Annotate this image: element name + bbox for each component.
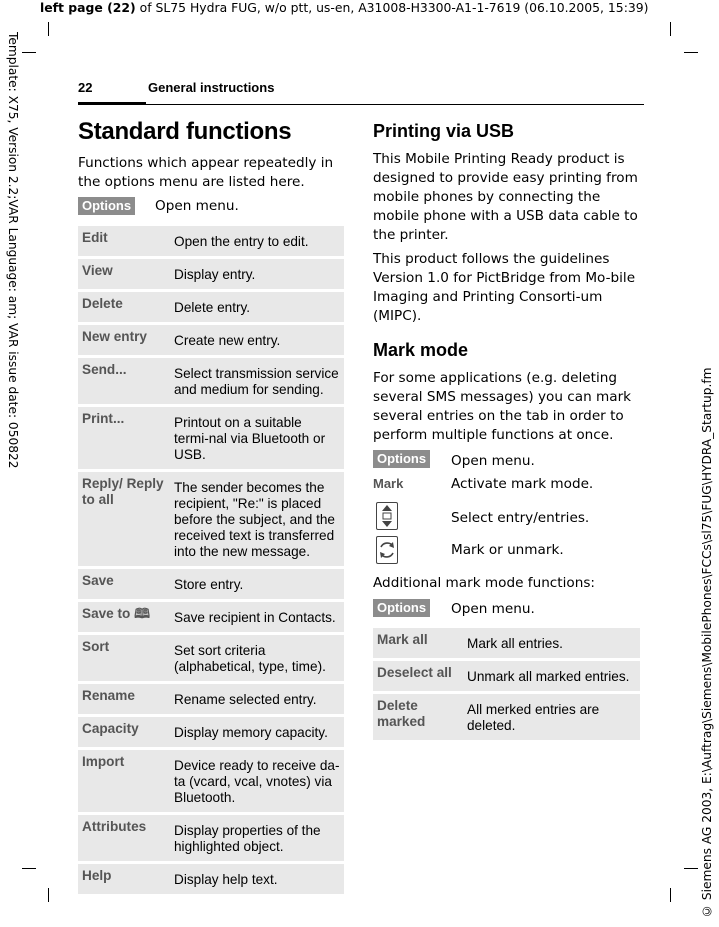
crop-mark bbox=[670, 888, 671, 902]
mark-function-desc: All merked entries are deleted. bbox=[467, 702, 600, 733]
function-name: Save to 🕮 bbox=[82, 606, 151, 621]
printing-paragraph-2: This product follows the guidelines Version 1.0 for PictBridge from Mo-bile Imaging and Printing Consorti-um (MIPC). bbox=[373, 251, 636, 324]
options-softkey[interactable]: Options bbox=[78, 197, 135, 215]
function-name: Save bbox=[82, 573, 114, 588]
function-name: Rename bbox=[82, 688, 135, 703]
crop-mark bbox=[22, 52, 36, 53]
function-name: New entry bbox=[82, 329, 147, 344]
table-row bbox=[78, 569, 344, 602]
function-name: Capacity bbox=[82, 721, 139, 736]
function-desc: Create new entry. bbox=[174, 333, 281, 348]
standard-functions-heading: Standard functions bbox=[78, 118, 292, 145]
nav-updown-icon bbox=[376, 502, 398, 530]
mark-function-name: Mark all bbox=[377, 632, 428, 647]
table-row bbox=[373, 694, 640, 743]
section-title: General instructions bbox=[148, 80, 275, 95]
navigation-desc: Select entry/entries. bbox=[451, 510, 590, 526]
print-header-details: of SL75 Hydra FUG, w/o ptt, us-en, A31008-H3300-A1-1-7619 (06.10.2005, 15:39) bbox=[135, 0, 649, 15]
function-name: Send... bbox=[82, 362, 127, 377]
function-desc: Display memory capacity. bbox=[174, 725, 328, 740]
table-row bbox=[78, 358, 344, 407]
mark-softkey[interactable]: Mark bbox=[373, 476, 404, 491]
function-desc: Select transmission service and medium for sending. bbox=[174, 366, 339, 397]
options-softkey[interactable]: Options bbox=[373, 450, 430, 468]
mark-functions-table bbox=[373, 628, 640, 743]
options-desc: Open menu. bbox=[155, 198, 239, 214]
mark-function-desc: Unmark all marked entries. bbox=[467, 669, 630, 684]
center-key-icon bbox=[376, 536, 398, 564]
template-info: Template: X75, Version 2.2;VAR Language: am; VAR issue date: 050822 bbox=[6, 32, 20, 469]
table-row bbox=[78, 815, 344, 864]
mark-key-desc: Activate mark mode. bbox=[451, 476, 594, 492]
table-row bbox=[78, 259, 344, 292]
function-desc: Set sort criteria (alphabetical, type, time). bbox=[174, 643, 326, 674]
function-name: Sort bbox=[82, 639, 110, 654]
print-header bbox=[40, 0, 719, 15]
crop-mark bbox=[48, 888, 49, 902]
crop-mark bbox=[670, 22, 671, 36]
function-name: Edit bbox=[82, 230, 108, 245]
function-desc: Open the entry to edit. bbox=[174, 234, 309, 249]
function-name: Delete bbox=[82, 296, 123, 311]
function-name: Reply/ Reply to all bbox=[82, 476, 164, 507]
function-desc: Display properties of the highlighted object. bbox=[174, 823, 321, 854]
function-desc: Save recipient in Contacts. bbox=[174, 610, 336, 625]
mark-mode-heading: Mark mode bbox=[373, 340, 469, 360]
table-row bbox=[78, 750, 344, 815]
standard-functions-table bbox=[78, 226, 344, 897]
function-desc: The sender becomes the recipient, "Re:" is placed before the subject, and the received text is transferred into the new message. bbox=[174, 480, 335, 559]
printing-heading: Printing via USB bbox=[373, 121, 515, 141]
function-desc: Display entry. bbox=[174, 267, 256, 282]
table-row bbox=[373, 628, 640, 661]
table-row bbox=[373, 661, 640, 694]
crop-mark bbox=[684, 868, 698, 869]
options-key-row bbox=[78, 197, 239, 215]
function-name: View bbox=[82, 263, 113, 278]
table-row bbox=[78, 292, 344, 325]
function-desc: Rename selected entry. bbox=[174, 692, 317, 707]
standard-functions-intro: Functions which appear repeatedly in the options menu are listed here. bbox=[78, 155, 334, 190]
function-name: Attributes bbox=[82, 819, 147, 834]
table-row bbox=[78, 226, 344, 259]
mark-function-name: Deselect all bbox=[377, 665, 452, 680]
copyright-path: © Siemens AG 2003, E:\Auftrag\Siemens\MobilePhones\FCCs\sl75\FUG\HYDRA_Startup.fm bbox=[700, 367, 714, 918]
function-name: Help bbox=[82, 868, 112, 883]
mark-function-name: Delete marked bbox=[377, 698, 426, 729]
additional-functions-label: Additional mark mode functions: bbox=[373, 575, 595, 591]
options2-row bbox=[373, 599, 535, 617]
mark-key-row bbox=[373, 476, 594, 492]
mark-options-desc: Open menu. bbox=[451, 453, 535, 469]
function-desc: Display help text. bbox=[174, 872, 278, 887]
options2-desc: Open menu. bbox=[451, 601, 535, 617]
function-desc: Store entry. bbox=[174, 577, 244, 592]
table-row bbox=[78, 472, 344, 569]
printing-paragraph-1: This Mobile Printing Ready product is designed to provide easy printing from mobile phones by connecting the mobile phone with a USB data cable to the printer. bbox=[373, 151, 638, 243]
crop-mark bbox=[22, 868, 36, 869]
function-desc: Printout on a suitable termi-nal via Bluetooth or USB. bbox=[174, 415, 326, 462]
center-key-desc: Mark or unmark. bbox=[451, 542, 564, 558]
table-row bbox=[78, 717, 344, 750]
table-row bbox=[78, 407, 344, 472]
table-row bbox=[78, 864, 344, 897]
table-row bbox=[78, 325, 344, 358]
function-name: Import bbox=[82, 754, 125, 769]
crop-mark bbox=[684, 52, 698, 53]
mark-function-desc: Mark all entries. bbox=[467, 636, 563, 651]
function-name: Print... bbox=[82, 411, 125, 426]
header-rule bbox=[78, 104, 644, 105]
page-number: 22 bbox=[78, 80, 93, 95]
function-desc: Device ready to receive da-ta (vcard, vcal, vnotes) via Bluetooth. bbox=[174, 758, 340, 805]
options-softkey[interactable]: Options bbox=[373, 599, 430, 617]
mark-options-row bbox=[373, 450, 535, 469]
table-row bbox=[78, 684, 344, 717]
mark-mode-paragraph: For some applications (e.g. deleting several SMS messages) you can mark several entries on the tab in order to perform multiple functions at once. bbox=[373, 370, 632, 443]
function-desc: Delete entry. bbox=[174, 300, 251, 315]
table-row bbox=[78, 635, 344, 684]
table-row bbox=[78, 602, 344, 635]
print-header-page: left page (22) bbox=[40, 0, 136, 15]
crop-mark bbox=[48, 22, 49, 36]
